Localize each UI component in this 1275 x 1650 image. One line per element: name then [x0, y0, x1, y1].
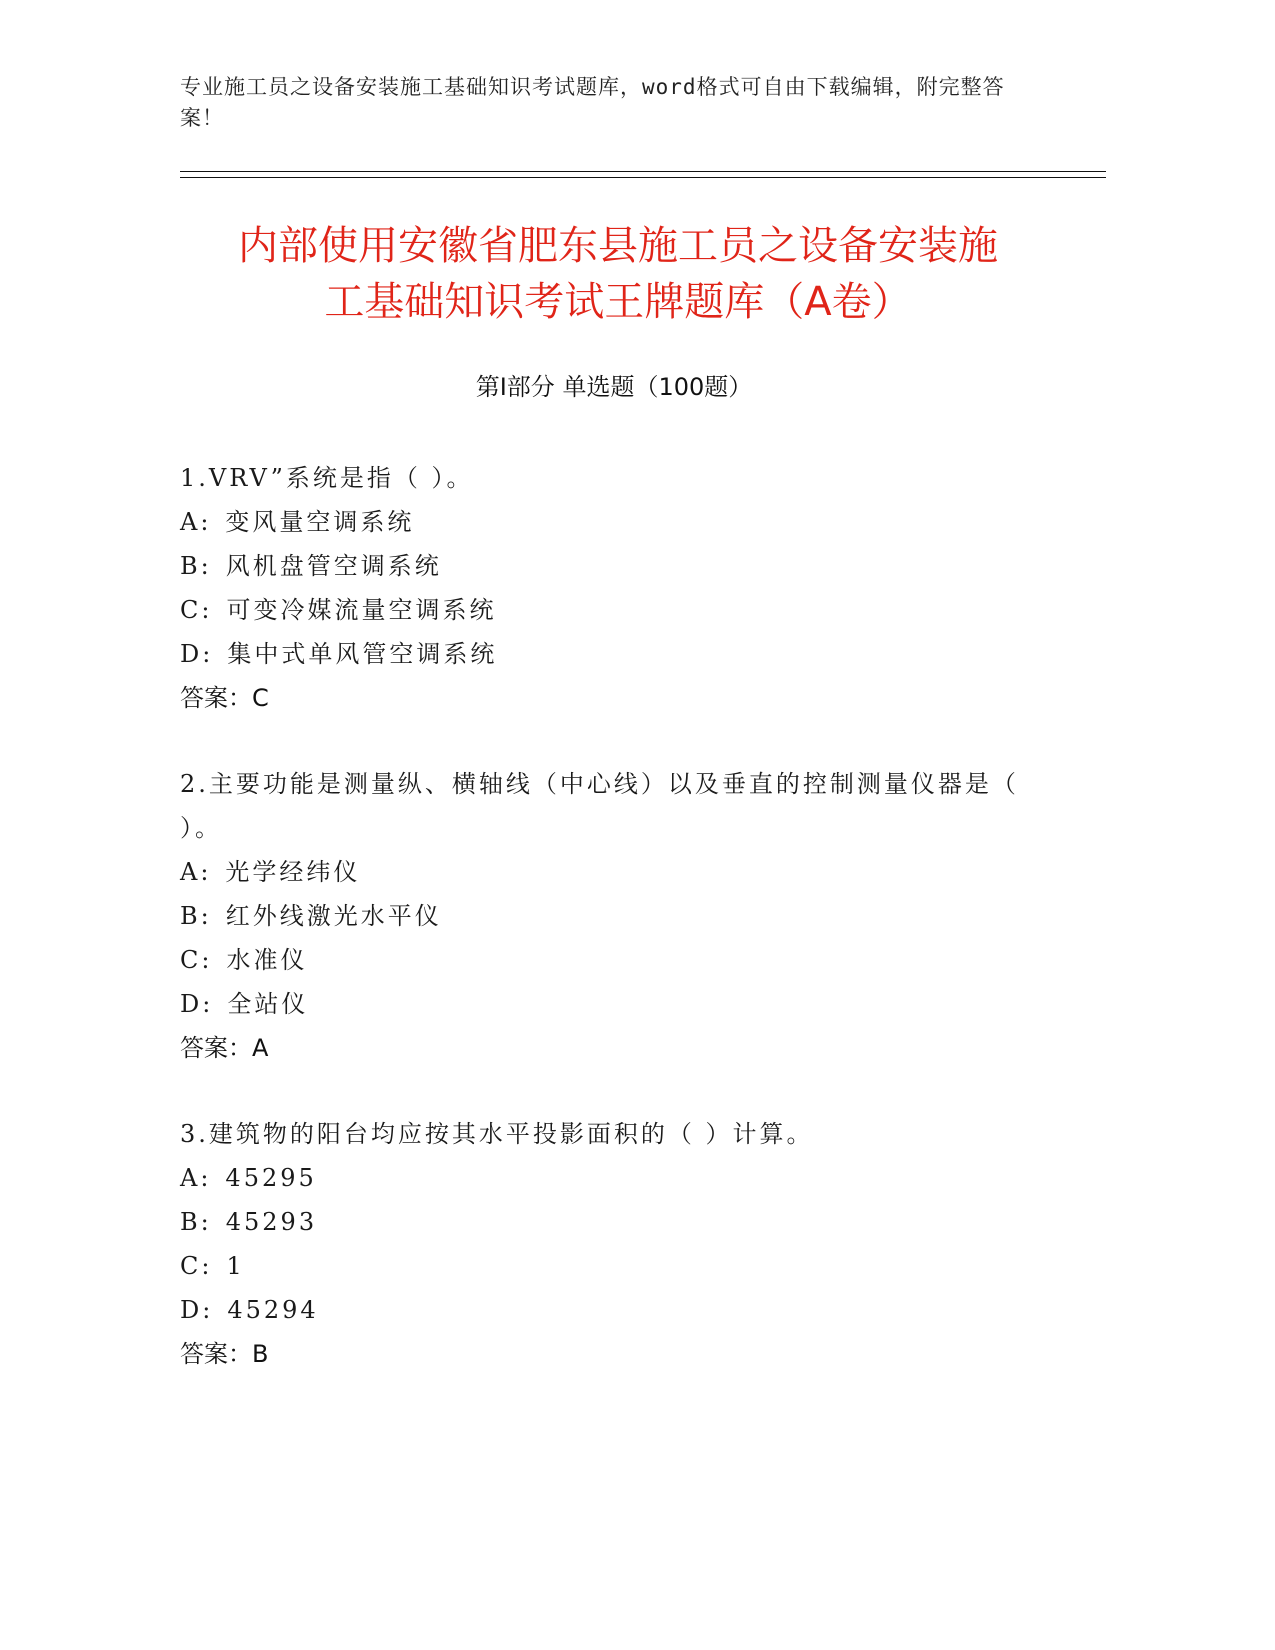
section-heading: 第Ⅰ部分 单选题（100题） [475, 373, 753, 401]
title-line-2: 工基础知识考试王牌题库（A卷） [324, 279, 912, 325]
option-a [180, 850, 1040, 894]
option-letter: B: [180, 552, 212, 580]
option-text: 45294 [227, 1296, 319, 1324]
option-letter: D: [180, 640, 214, 668]
option-letter: C: [180, 1252, 213, 1280]
option-text: 光学经纬仪 [225, 858, 361, 886]
option-letter: A: [180, 508, 212, 536]
answer-label: 答案： [180, 684, 252, 712]
option-text: 1 [226, 1252, 245, 1280]
question-list [180, 456, 1040, 1418]
option-letter: D: [180, 1296, 214, 1324]
option-d [180, 632, 1040, 676]
option-b [180, 894, 1040, 938]
option-letter: C: [180, 946, 213, 974]
option-letter: B: [180, 1208, 212, 1236]
option-c [180, 938, 1040, 982]
option-text: 水准仪 [226, 946, 308, 974]
header-divider-top [180, 171, 1106, 172]
option-d [180, 982, 1040, 1026]
answer-value: C [252, 684, 269, 712]
answer-value: B [252, 1340, 269, 1368]
question-2 [180, 762, 1040, 1070]
option-d [180, 1288, 1040, 1332]
question-3 [180, 1112, 1040, 1376]
option-text: 可变冷媒流量空调系统 [226, 596, 497, 624]
option-b [180, 544, 1040, 588]
question-stem: 3.建筑物的阳台均应按其水平投影面积的（ ）计算。 [180, 1120, 814, 1148]
option-a [180, 500, 1040, 544]
option-letter: A: [180, 858, 212, 886]
answer-line [180, 1332, 1040, 1376]
question-1 [180, 456, 1040, 720]
answer-value: A [252, 1034, 269, 1062]
option-letter: D: [180, 990, 214, 1018]
option-text: 全站仪 [227, 990, 309, 1018]
option-b [180, 1200, 1040, 1244]
question-stem: 1.VRV”系统是指（ ）。 [180, 464, 474, 492]
document-title [140, 218, 1096, 330]
option-letter: B: [180, 902, 212, 930]
option-c [180, 1244, 1040, 1288]
option-text: 45295 [225, 1164, 317, 1192]
option-text: 变风量空调系统 [225, 508, 415, 536]
answer-line [180, 676, 1040, 720]
header-note: 专业施工员之设备安装施工基础知识考试题库，word格式可自由下载编辑，附完整答案！ [180, 75, 1005, 130]
header-divider-bottom [180, 177, 1106, 178]
option-letter: C: [180, 596, 213, 624]
answer-line [180, 1026, 1040, 1070]
option-text: 45293 [225, 1208, 318, 1236]
option-a [180, 1156, 1040, 1200]
question-stem: 2.主要功能是测量纵、横轴线（中心线）以及垂直的控制测量仪器是（ ）。 [180, 770, 1019, 842]
option-letter: A: [180, 1164, 212, 1192]
answer-label: 答案： [180, 1034, 252, 1062]
option-c [180, 588, 1040, 632]
option-text: 风机盘管空调系统 [225, 552, 442, 580]
option-text: 红外线激光水平仪 [225, 902, 442, 930]
title-line-1: 内部使用安徽省肥东县施工员之设备安装施 [238, 223, 998, 269]
option-text: 集中式单风管空调系统 [227, 640, 498, 668]
answer-label: 答案： [180, 1340, 252, 1368]
